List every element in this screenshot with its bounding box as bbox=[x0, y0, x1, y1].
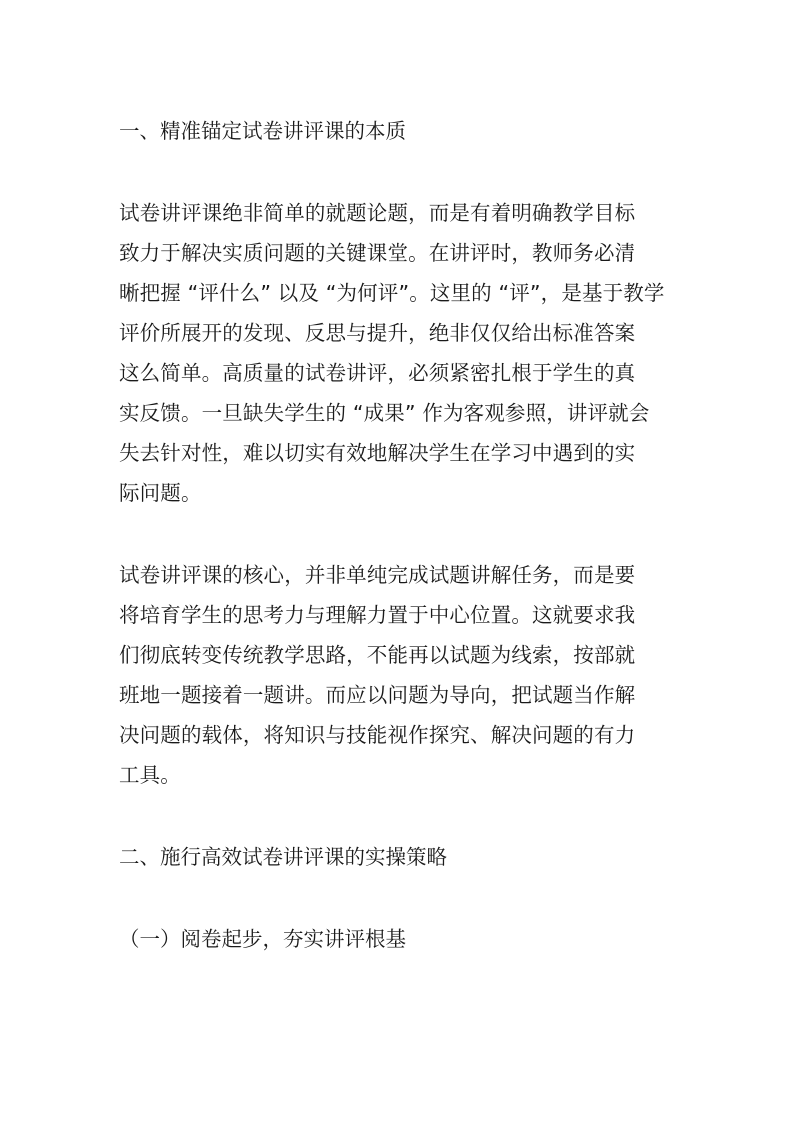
spacer bbox=[119, 795, 679, 837]
paragraph-line: 实反馈。一旦缺失学生的 “成果” 作为客观参照，讲评就会 bbox=[119, 401, 650, 425]
spacer bbox=[119, 151, 679, 193]
section-heading-1: 一、精准锚定试卷讲评课的本质 bbox=[119, 119, 406, 143]
section-heading-2: 二、施行高效试卷讲评课的实操策略 bbox=[119, 845, 447, 869]
subsection-heading-1: （一）阅卷起步，夯实讲评根基 bbox=[119, 927, 406, 951]
paragraph-1 bbox=[119, 193, 679, 513]
document-body bbox=[119, 111, 679, 959]
paragraph-line: 决问题的载体，将知识与技能视作探究、解决问题的有力 bbox=[119, 723, 636, 747]
paragraph-line: 们彻底转变传统教学思路，不能再以试题为线索，按部就 bbox=[119, 643, 636, 667]
paragraph-line: 评价所展开的发现、反思与提升，绝非仅仅给出标准答案 bbox=[119, 321, 636, 345]
paragraph-line: 际问题。 bbox=[119, 481, 202, 505]
paragraph-line: 试卷讲评课绝非简单的就题论题，而是有着明确教学目标 bbox=[119, 201, 636, 225]
paragraph-line: 试卷讲评课的核心，并非单纯完成试题讲解任务，而是要 bbox=[119, 563, 636, 587]
paragraph-line: 这么简单。高质量的试卷讲评，必须紧密扎根于学生的真 bbox=[119, 361, 636, 385]
paragraph-line: 失去针对性，难以切实有效地解决学生在学习中遇到的实 bbox=[119, 441, 636, 465]
paragraph-line: 将培育学生的思考力与理解力置于中心位置。这就要求我 bbox=[119, 603, 636, 627]
paragraph-2 bbox=[119, 555, 679, 795]
spacer bbox=[119, 513, 679, 555]
spacer bbox=[119, 877, 679, 919]
paragraph-line: 工具。 bbox=[119, 763, 181, 787]
paragraph-line: 晰把握 “评什么” 以及 “为何评”。这里的 “评”，是基于教学 bbox=[119, 281, 665, 305]
paragraph-line: 班地一题接着一题讲。而应以问题为导向，把试题当作解 bbox=[119, 683, 636, 707]
paragraph-line: 致力于解决实质问题的关键课堂。在讲评时，教师务必清 bbox=[119, 241, 636, 265]
